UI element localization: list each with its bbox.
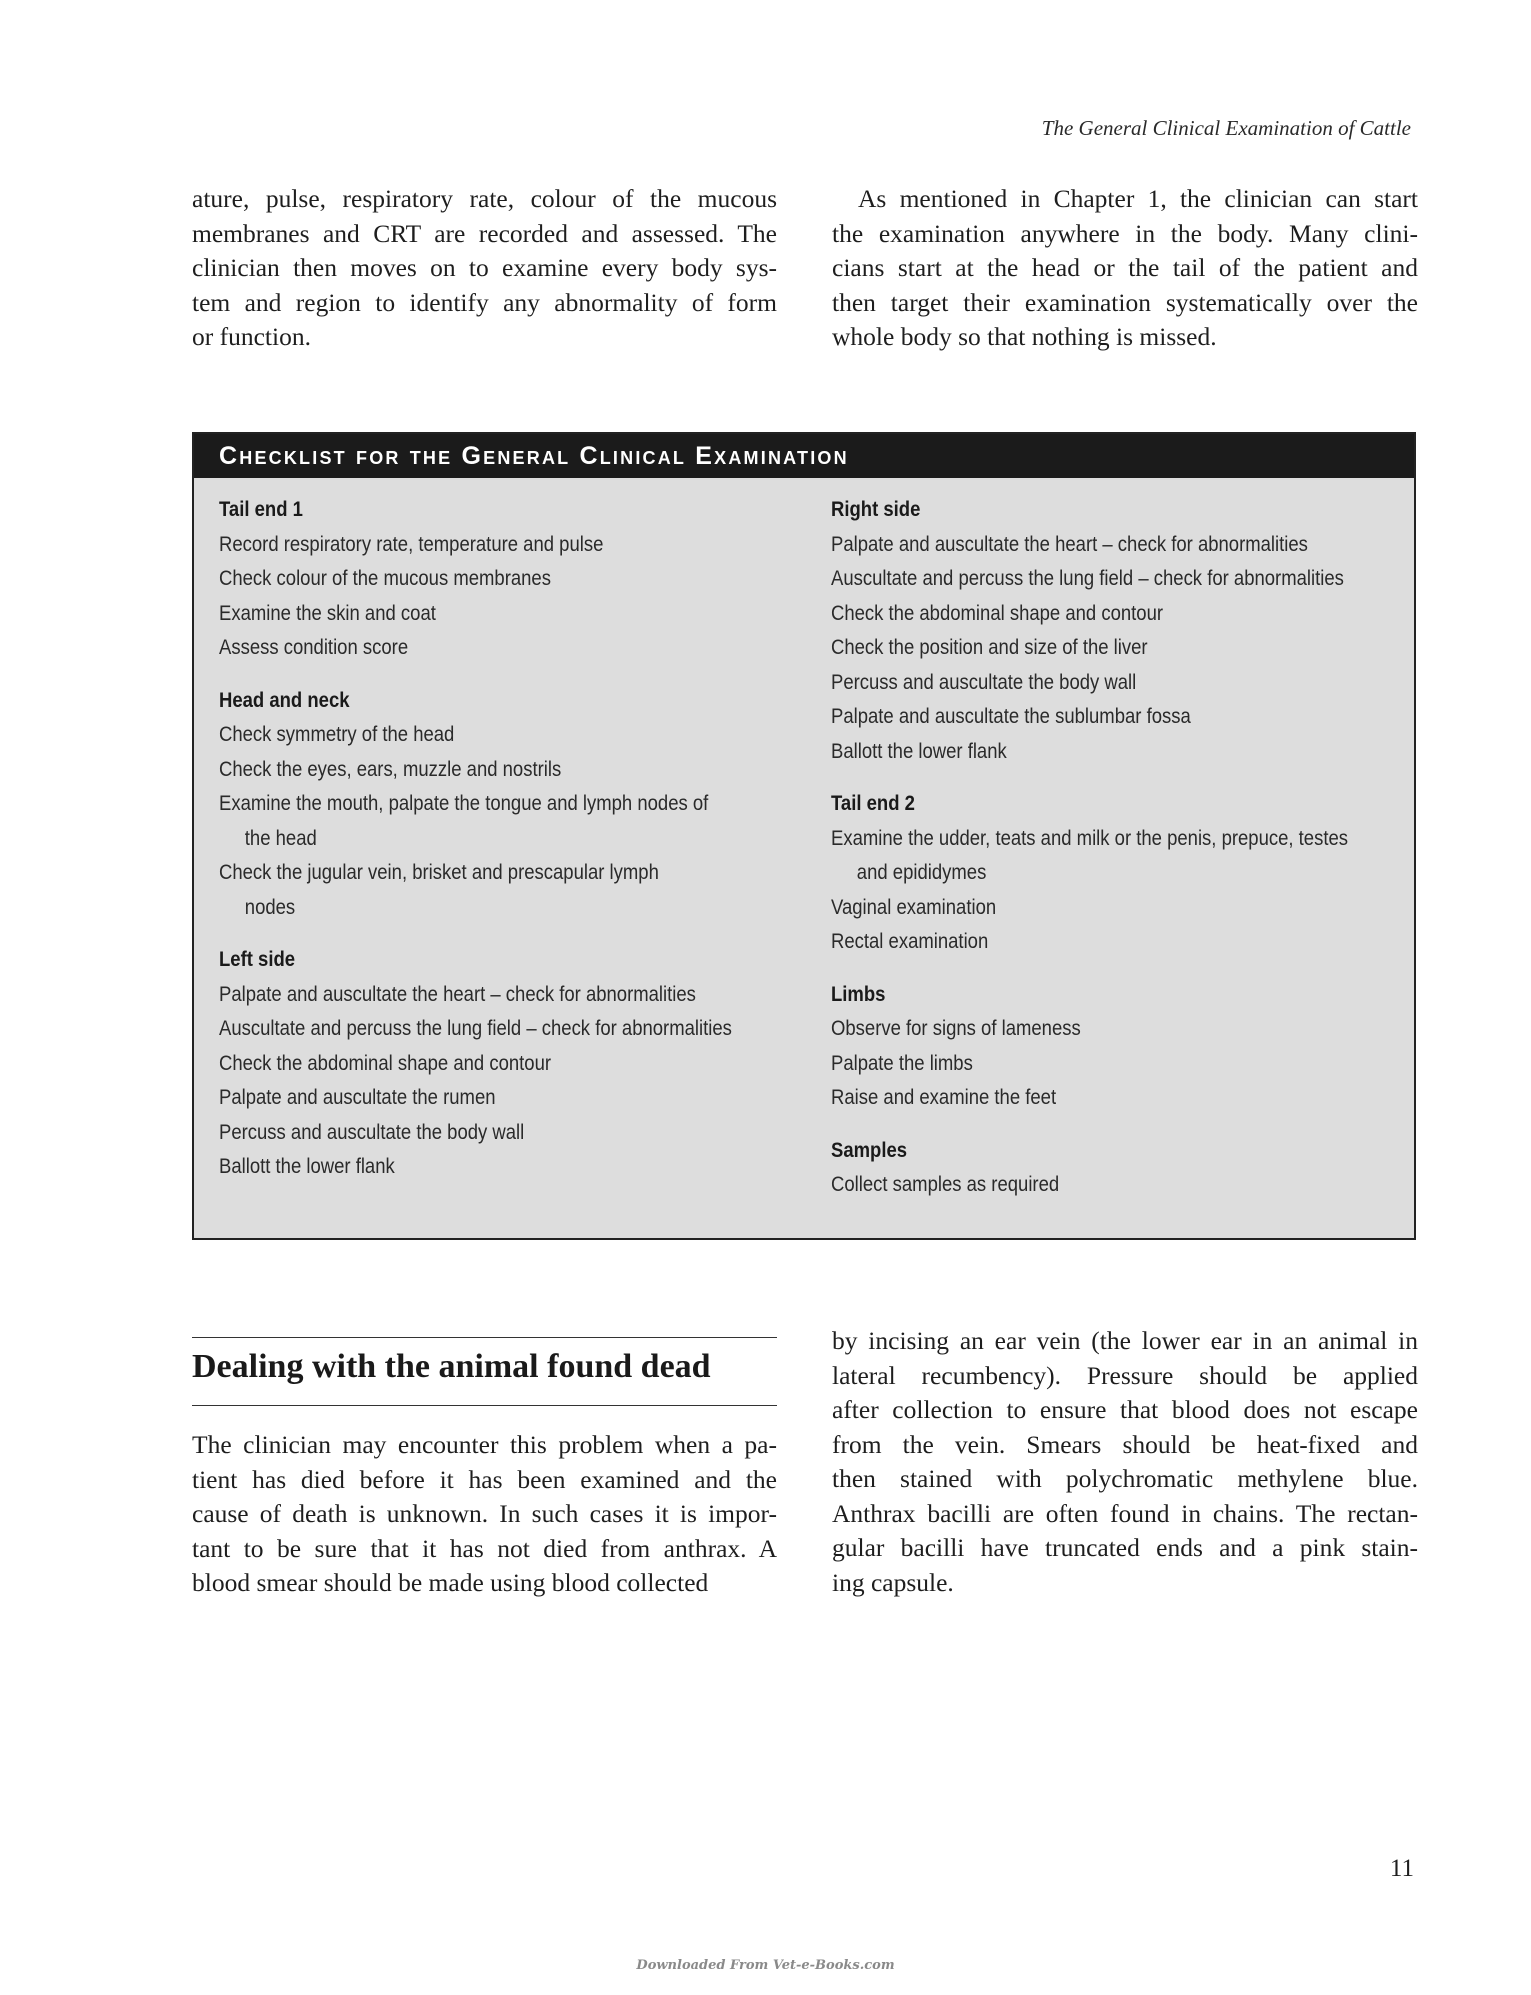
checklist-item	[831, 665, 1330, 700]
checklist-item	[831, 734, 1330, 769]
running-head: The General Clinical Examination of Cattle	[1041, 116, 1411, 140]
checklist-item	[831, 596, 1330, 631]
checklist-item-text: Examine the udder, teats and milk or the penis, prepuce, testes	[831, 825, 1348, 850]
checklist-item	[831, 1046, 1330, 1081]
text-line: As mentioned in Chapter 1, the clinician can start	[858, 184, 1418, 213]
section-left-column	[192, 1428, 777, 1601]
checklist-item	[219, 630, 718, 665]
watermark: Downloaded From Vet-e-Books.com	[636, 1958, 895, 1973]
checklist-item	[831, 1080, 1330, 1115]
checklist-item	[219, 786, 718, 855]
text-line: membranes and CRT are recorded and assessed. The	[192, 218, 777, 248]
checklist-item	[219, 717, 718, 752]
checklist-item-text: Check the position and size of the liver	[831, 635, 1148, 659]
intro-right-column	[832, 182, 1418, 355]
checklist-item-text: Check the jugular vein, brisket and prescapular lymph	[219, 860, 659, 884]
text-line: Anthrax bacilli are often found in chains. The rectan-	[832, 1498, 1418, 1528]
checklist-item-text: Palpate and auscultate the sublumbar fossa	[831, 704, 1191, 728]
text-line: clinician then moves on to examine every body sys-	[192, 253, 777, 282]
checklist-item-text: Ballott the lower flank	[219, 1154, 395, 1178]
checklist-item	[219, 1080, 718, 1115]
checklist-item-text: Assess condition score	[219, 635, 409, 659]
checklist-item	[831, 924, 1330, 959]
checklist-item-text: Percuss and auscultate the body wall	[219, 1119, 525, 1144]
text-line: ature, pulse, respiratory rate, colour of the mucous	[192, 184, 777, 213]
checklist-item-text: Raise and examine the feet	[831, 1085, 1057, 1109]
checklist-item-text: Check symmetry of the head	[219, 722, 455, 746]
checklist-item-text: the head	[244, 825, 317, 850]
text-line: the examination anywhere in the body. Many clini-	[832, 218, 1418, 248]
checklist-section-title: Left side	[219, 947, 296, 971]
checklist-item-text: and epididymes	[856, 860, 987, 884]
page-number: 11	[1389, 1855, 1414, 1882]
checklist-section	[831, 1133, 1411, 1202]
checklist-item-text: Palpate and auscultate the heart – check for abnormalities	[831, 531, 1308, 556]
checklist-item	[831, 630, 1330, 665]
checklist-box	[192, 432, 1416, 1240]
checklist-section-title: Tail end 1	[219, 497, 303, 521]
checklist-item-text: Examine the skin and coat	[219, 600, 436, 625]
checklist-left-column	[219, 492, 799, 1202]
checklist-section-title: Tail end 2	[831, 791, 915, 815]
checklist-item-text: nodes	[244, 894, 296, 919]
intro-right-paragraph	[832, 182, 1418, 355]
checklist-item-text: Check colour of the mucous membranes	[219, 566, 551, 590]
text-line: cause of death is unknown. In such cases it is impor-	[192, 1499, 777, 1528]
checklist-item	[219, 977, 718, 1012]
checklist-section	[219, 492, 799, 665]
checklist-item	[831, 561, 1344, 596]
section-right-paragraph	[832, 1324, 1418, 1600]
section-heading: Dealing with the animal found dead	[192, 1348, 711, 1385]
checklist-section	[831, 977, 1411, 1115]
checklist-item	[831, 1011, 1330, 1046]
checklist-item-text: Palpate the limbs	[831, 1050, 973, 1075]
checklist-item	[219, 752, 718, 787]
checklist-section	[219, 942, 799, 1184]
checklist-item	[219, 1046, 718, 1081]
checklist-item-text: Check the abdominal shape and contour	[831, 600, 1164, 625]
checklist-item-text: Auscultate and percuss the lung field – check for abnormalities	[219, 1016, 732, 1040]
section-right-column	[832, 1324, 1418, 1600]
checklist-item-text: Check the eyes, ears, muzzle and nostrils	[219, 756, 562, 781]
text-line: tant to be sure that it has not died from anthrax. A	[192, 1533, 777, 1563]
checklist-item	[219, 855, 718, 924]
text-line: gular bacilli have truncated ends and a pink stain-	[832, 1533, 1418, 1562]
checklist-section	[219, 683, 799, 925]
text-line: whole body so that nothing is missed.	[832, 322, 1217, 351]
checklist-item	[831, 890, 1330, 925]
checklist-section-title: Head and neck	[219, 687, 350, 712]
checklist-item-text: Palpate and auscultate the heart – check for abnormalities	[219, 981, 696, 1006]
checklist-item	[219, 527, 718, 562]
checklist-item-text: Examine the mouth, palpate the tongue and lymph nodes of	[219, 791, 709, 815]
checklist-item	[219, 1011, 732, 1046]
checklist-item	[219, 596, 718, 631]
intro-left-paragraph	[192, 182, 777, 355]
text-line: The clinician may encounter this problem when a pa-	[192, 1430, 777, 1459]
text-line: then stained with polychromatic methylene blue.	[832, 1464, 1418, 1493]
intro-left-column	[192, 182, 777, 355]
checklist-section-title: Samples	[831, 1137, 908, 1162]
checklist-section	[831, 786, 1411, 959]
checklist-item	[831, 527, 1330, 562]
checklist-item-text: Record respiratory rate, temperature and pulse	[219, 531, 604, 556]
text-line: tient has died before it has been examined and the	[192, 1464, 777, 1494]
text-line: after collection to ensure that blood does not escape	[832, 1395, 1418, 1424]
checklist-item-text: Observe for signs of lameness	[831, 1016, 1081, 1040]
checklist-item-text: Percuss and auscultate the body wall	[831, 669, 1137, 694]
checklist-section-title: Limbs	[831, 981, 886, 1006]
checklist-section	[831, 492, 1411, 768]
checklist-item	[831, 1167, 1330, 1202]
text-line: lateral recumbency). Pressure should be applied	[832, 1360, 1418, 1390]
checklist-item-text: Palpate and auscultate the rumen	[219, 1085, 496, 1109]
checklist-section-title: Right side	[831, 497, 921, 521]
text-line: cians start at the head or the tail of the patient and	[832, 253, 1418, 282]
text-line: from the vein. Smears should be heat-fixed and	[832, 1429, 1418, 1459]
checklist-right-column	[831, 492, 1411, 1220]
checklist-item-text: Ballott the lower flank	[831, 738, 1007, 763]
section-left-paragraph	[192, 1428, 777, 1601]
text-line: by incising an ear vein (the lower ear in an animal in	[832, 1326, 1418, 1355]
section-top-rule	[192, 1337, 777, 1338]
checklist-item	[831, 699, 1330, 734]
checklist-item	[219, 1115, 718, 1150]
checklist-item	[219, 561, 718, 596]
checklist-item	[831, 821, 1348, 890]
checklist-item-text: Rectal examination	[831, 929, 989, 953]
section-bottom-rule	[192, 1405, 777, 1406]
checklist-item-text: Vaginal examination	[831, 894, 997, 919]
text-line: ing capsule.	[832, 1567, 954, 1597]
checklist-title: Checklist for the General Clinical Examination	[194, 434, 1414, 478]
text-line: or function.	[192, 322, 311, 351]
text-line: then target their examination systematically over the	[832, 287, 1418, 317]
checklist-item-text: Check the abdominal shape and contour	[219, 1050, 552, 1075]
text-line: tem and region to identify any abnormality of form	[192, 287, 777, 317]
checklist-item	[219, 1149, 718, 1184]
checklist-item-text: Collect samples as required	[831, 1172, 1060, 1196]
checklist-item-text: Auscultate and percuss the lung field – check for abnormalities	[831, 566, 1344, 590]
text-line: blood smear should be made using blood collected	[192, 1568, 709, 1597]
